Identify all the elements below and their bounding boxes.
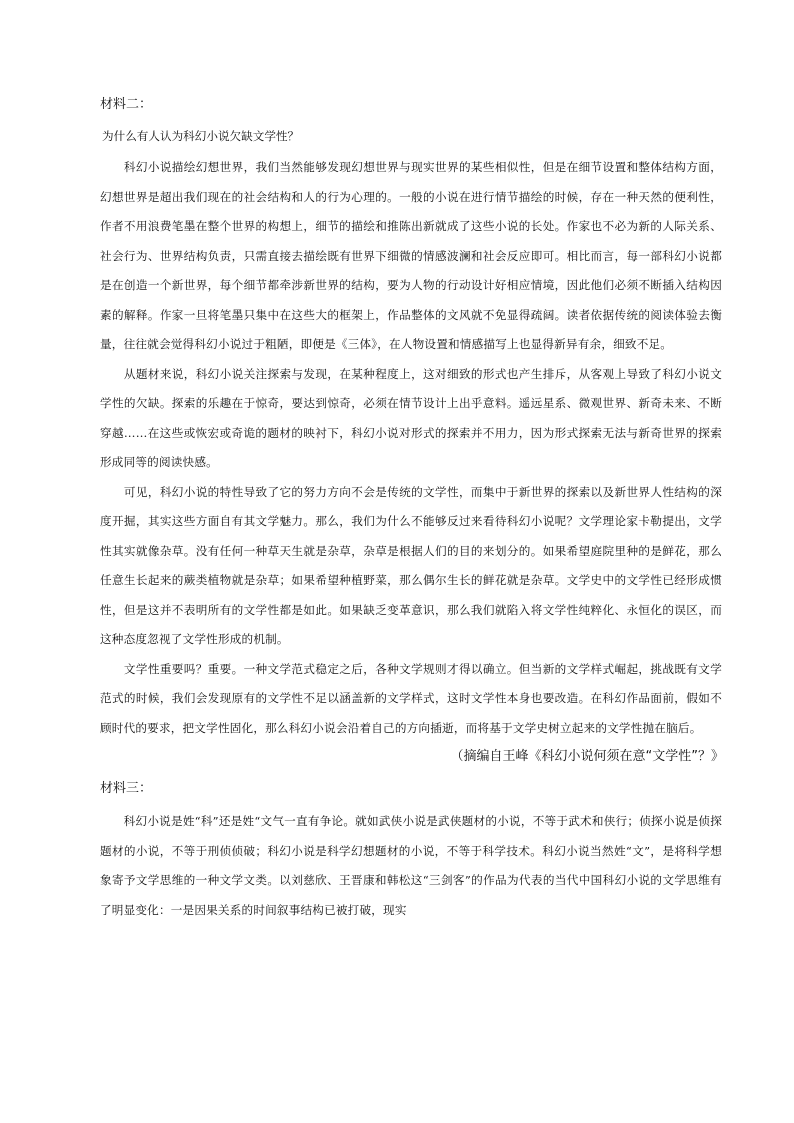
paragraph-2: 从题材来说，科幻小说关注探索与发现，在某种程度上，这对细致的形式也产生排斥，从客观上导致了科幻小说文学性的欠缺。探索的乐趣在于惊奇，要达到惊奇，必须在情节设计上出乎意料。遥远星系、微观世界、新奇未来、不断穿越……在这些或恢宏或奇诡的题材的映衬下，科幻小说对形式的探索并不用力，因为形式探索无法与新奇世界的探索形成同等的阅读快感。 <box>100 366 722 469</box>
source-citation: （摘编自王峰《科幻小说何须在意“文学性”？》 <box>450 749 724 764</box>
section-question: 为什么有人认为科幻小说欠缺文学性？ <box>102 129 300 143</box>
paragraph-3: 可见，科幻小说的特性导致了它的努力方向不会是传统的文学性，而集中于新世界的探索以及新世界人性结构的深度开掘，其实这些方面自有其文学魅力。那么，我们为什么不能够反过来看待科幻小说呢？文学理论家卡勒提出，文学性其实就像杂草。没有任何一种草天生就是杂草，杂草是根据人们的目的来划分的。如果希望庭院里种的是鲜花，那么任意生长起来的蕨类植物就是杂草；如果希望种植野菜，那么偶尔生长的鲜花就是杂草。文学史中的文学性已经形成惯性，但是这并不表明所有的文学性都是如此。如果缺乏变革意识，那么我们就陷入将文学性纯粹化、永恒化的误区，而这种态度忽视了文学性形成的机制。 <box>100 484 722 646</box>
paragraph-5: 科幻小说是姓“科”还是姓“文气一直有争论。就如武侠小说是武侠题材的小说，不等于武术和侠行；侦探小说是侦探题材的小说，不等于刑侦侦破；科幻小说是科学幻想题材的小说，不等于科学技术。科幻小说当然姓“文”，是将科学想象寄予文学思维的一种文学文类。以刘慈欣、王晋康和韩松这“三剑客”的作品为代表的当代中国科幻小说的文学思维有了明显变化：一是因果关系的时间叙事结构已被打破，现实 <box>100 814 722 917</box>
section-heading-material-2: 材料二： <box>100 97 153 112</box>
document-page <box>100 96 722 925</box>
paragraph-1: 科幻小说描绘幻想世界，我们当然能够发现幻想世界与现实世界的某些相似性，但是在细节设置和整体结构方面，幻想世界是超出我们现在的社会结构和人的行为心理的。一般的小说在进行情节描绘的时候，存在一种天然的便利性，作者不用浪费笔墨在整个世界的构想上，细节的描绘和推陈出新就成了这些小说的长处。作家也不必为新的人际关系、社会行为、世界结构负责，只需直接去描绘既有世界下细微的情感波澜和社会反应即可。相比而言，每一部科幻小说都是在创造一个新世界，每个细节都牵涉新世界的结构，要为人物的行动设计好相应情境，因此他们必须不断插入结构因素的解释。作家一旦将笔墨只集中在这些大的框架上，作品整体的文风就不免显得疏阔。读者依据传统的阅读体验去衡量，往往就会觉得科幻小说过于粗陋，即便是《三体》，在人物设置和情感描写上也显得新异有余，细致不足。 <box>100 160 722 351</box>
paragraph-4: 文学性重要吗？重要。一种文学范式稳定之后，各种文学规则才得以确立。但当新的文学样式崛起，挑战既有文学范式的时候，我们会发现原有的文学性不足以涵盖新的文学样式，这时文学性本身也要改造。在科幻作品面前，假如不顾时代的要求，把文学性固化，那么科幻小说会沿着自己的方向插逝，而将基于文学史树立起来的文学性抛在脑后。 <box>100 661 722 735</box>
section-heading-material-3: 材料三： <box>100 781 153 796</box>
